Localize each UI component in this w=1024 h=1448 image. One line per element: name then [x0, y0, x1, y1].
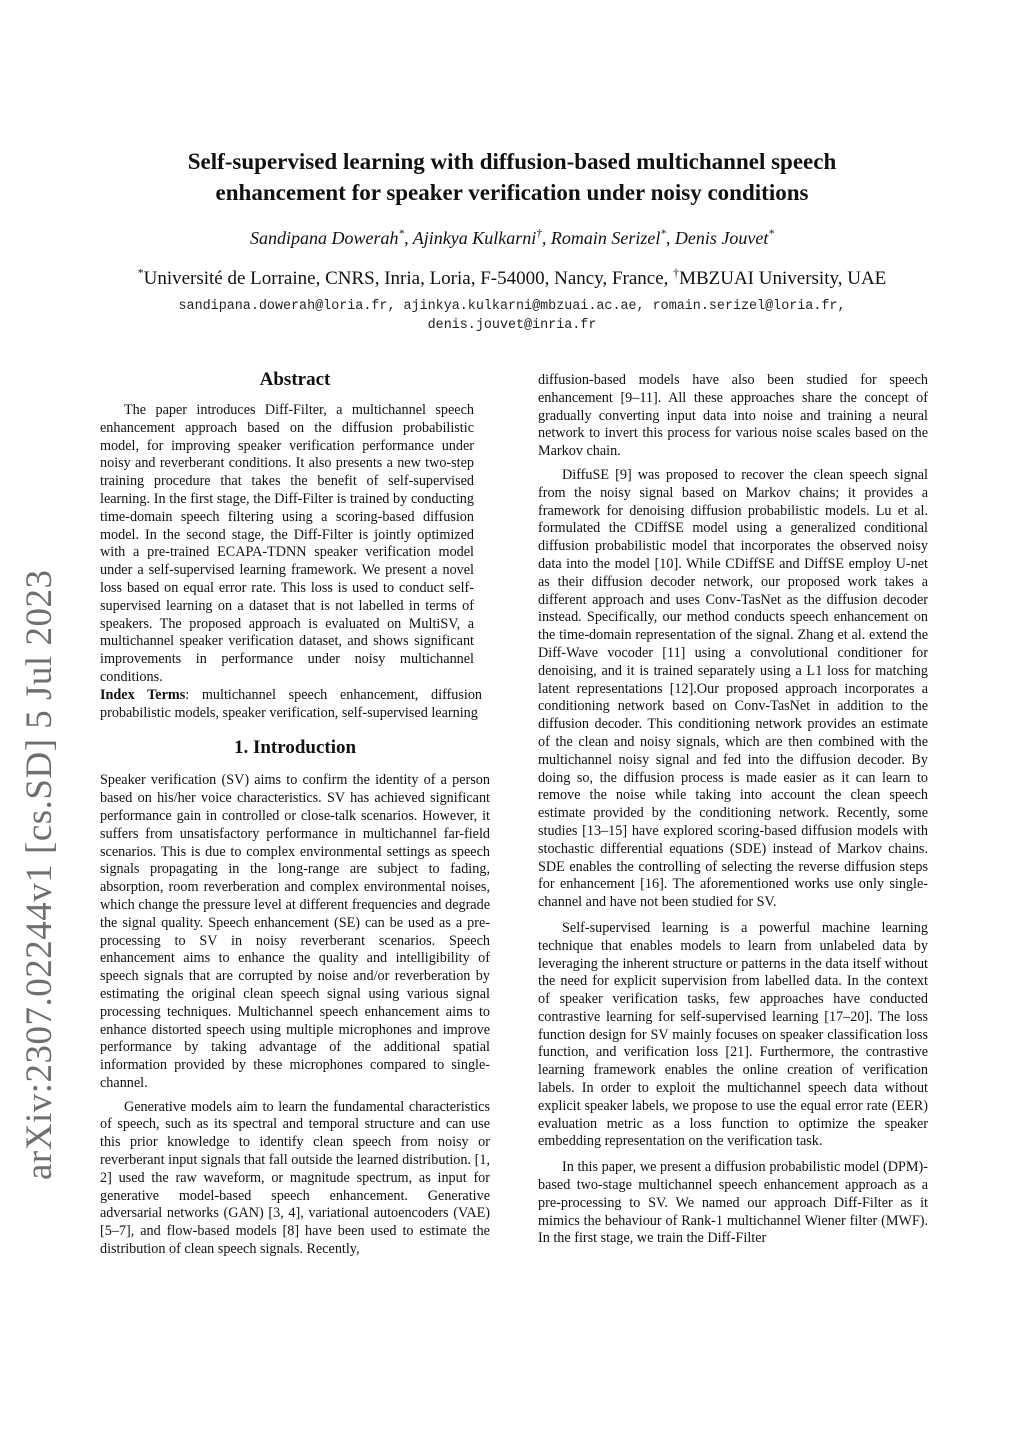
right-paragraph-1: diffusion-based models have also been studied for speech enhancement [9–11]. All these approaches share the concept of gradually converting input data into noise and training a neural network to invert this process for various noise scales based on the Markov chain.: [538, 372, 928, 460]
intro-paragraph-2: Generative models aim to learn the fundamental characteristics of speech, such as its spectral and temporal structure and can use this prior knowledge to identify clean speech from noisy or reverberant input signals that fall outside the learned distribution. [1, 2] used the raw waveform, or magnitude spectrum, as input for generative model-based speech enhancement. Generative adversarial networks (GAN) [3, 4], variational autoencoders (VAE) [5–7], and flow-based models [8] have been used to estimate the distribution of clean speech signals. Recently,: [100, 1098, 490, 1258]
right-paragraph-2: DiffuSE [9] was proposed to recover the clean speech signal from the noisy signal based on Markov chains; it provides a framework for denoising diffusion probabilistic models. Lu et al. formulated the CDiffSE model using a generalized conditional diffusion probabilistic model that incorporates the observed noisy data into the model [10]. While CDiffSE and DiffSE employ U-net as their diffusion decoder network, our proposed work takes a different approach and uses Conv-TasNet as the diffusion decoder instead. Specifically, our method conducts speech enhancement on the time-domain representation of the signal. Zhang et al. extend the Diff-Wave vocoder [11] using a convolutional conditioner for denoising, and it is trained separately using a L1 loss for matching latent representations [12].Our proposed approach incorporates a conditioning network based on Conv-TasNet in addition to the diffusion decoder. This conditioning network provides an estimate of the clean and noisy signals, which are then combined with the multichannel noisy signal and fed into the diffusion decoder. By doing so, the diffusion process is made easier as it can learn to remove the noise while taking into account the clean speech estimate provided by the conditioning network. Recently, some studies [13–15] have explored scoring-based diffusion models with stochastic differential equations (SDE) instead of Markov chains. SDE enables the controlling of selecting the reverse diffusion steps for enhancement [16]. The aforementioned works use only single-channel and have not been studied for SV.: [538, 466, 928, 911]
paper-title: [130, 146, 894, 208]
right-column: [538, 372, 928, 1248]
author-name: Denis Jouvet: [674, 228, 769, 248]
email-line-2: denis.jouvet@inria.fr: [427, 318, 597, 333]
author-mark: *: [398, 228, 405, 240]
right-paragraph-3: Self-supervised learning is a powerful machine learning technique that enables models to learn from unlabeled data by leveraging the inherent structure or patterns in the data itself without the need for explicit supervision from labelled data. In the context of speaker verification tasks, few approaches have conducted contrastive learning for self-supervised learning [17–20]. The loss function design for SV mainly focuses on speaker classification loss function, and verification loss [21]. Furthermore, the contrastive learning framework enables the online creation of verification labels. In order to exploit the multichannel speech data without explicit speaker labels, we propose to use the equal error rate (EER) evaluation metric as a loss function to optimize the speaker embedding representation on the verification task.: [538, 919, 928, 1150]
email-list: [110, 297, 914, 335]
author-mark: †: [536, 228, 542, 240]
author-mark: *: [768, 228, 774, 240]
affil-text-2: MBZUAI University, UAE: [679, 268, 887, 289]
author-list: Sandipana Dowerah*, Ajinkya Kulkarni†, Romain Serizel*, Denis Jouvet*: [250, 228, 774, 248]
left-column: [100, 368, 490, 1259]
intro-paragraph-1: Speaker verification (SV) aims to confirm the identity of a person based on his/her voice characteristics. SV has achieved significant performance gain in controlled or close-talk scenarios. However, it suffers from unsatisfactory performance in multichannel far-field scenarios. This is due to complex environmental settings as speech signals propagating in the long-range are subject to fading, absorption, room reverberation and complex environmental noises, which change the pressure level at different frequencies and degrade the signal quality. Speech enhancement (SE) can be used as a pre-processing to SV in noisy reverberant scenarios. Speech enhancement aims to enhance the quality and intelligibility of speech signals that are corrupted by noise and/or reverberation by estimating the original clean speech signal using various signal processing techniques. Multichannel speech enhancement aims to enhance distorted speech using multiple microphones and improve performance by taking advantage of the additional spatial information provided by these microphones compared to single-channel.: [100, 772, 490, 1091]
author-name: Ajinkya Kulkarni: [412, 228, 537, 248]
section-heading-introduction: 1. Introduction: [233, 737, 357, 759]
author-name: Sandipana Dowerah: [250, 228, 399, 248]
affil-text-1: Université de Lorraine, CNRS, Inria, Loria, F-54000, Nancy, France,: [143, 268, 674, 289]
affil-mark: *: [137, 266, 144, 280]
right-paragraph-4: In this paper, we present a diffusion probabilistic model (DPM)-based two-stage multichannel speech enhancement approach as a pre-processing to SV. We named our approach Diff-Filter as it mimics the behaviour of Rank-1 multichannel Wiener filter (MWF). In the first stage, we train the Diff-Filter: [538, 1159, 928, 1247]
title-line-1: Self-supervised learning with diffusion-based multichannel speech: [187, 149, 837, 174]
index-terms: [100, 687, 490, 723]
affiliations: [90, 268, 934, 290]
title-line-2: enhancement for speaker verification under noisy conditions: [215, 180, 809, 205]
author-name: Romain Serizel: [550, 228, 661, 248]
arxiv-identifier: arXiv:2307.02244v1 [cs.SD] 5 Jul 2023: [19, 569, 60, 1180]
abstract-heading: Abstract: [259, 369, 331, 390]
index-terms-label: Index Terms: [100, 686, 186, 703]
email-line-1: sandipana.dowerah@loria.fr, ajinkya.kulkarni@mbzuai.ac.ae, romain.serizel@loria.fr,: [178, 299, 846, 314]
abstract-text: The paper introduces Diff-Filter, a multichannel speech enhancement approach based on the diffusion probabilistic model, for improving speaker verification performance under noisy and reverberant conditions. It also presents a new two-step training procedure that takes the benefit of self-supervised learning. In the first stage, the Diff-Filter is trained by conducting time-domain speech filtering using a scoring-based diffusion model. In the second stage, the Diff-Filter is jointly optimized with a pre-trained ECAPA-TDNN speaker verification model under a self-supervised learning framework. We present a novel loss based on equal error rate. This loss is used to conduct self-supervised learning on a dataset that is not labelled in terms of speakers. The proposed approach is evaluated on MultiSV, a multichannel speaker verification dataset, and shows significant improvements in performance under noisy multichannel conditions.: [100, 402, 474, 685]
index-terms-text: : multichannel speech enhancement, diffusion probabilistic models, speaker verification, self-supervised learning: [100, 686, 483, 721]
author-mark: *: [660, 228, 666, 240]
affil-mark: †: [673, 266, 680, 280]
